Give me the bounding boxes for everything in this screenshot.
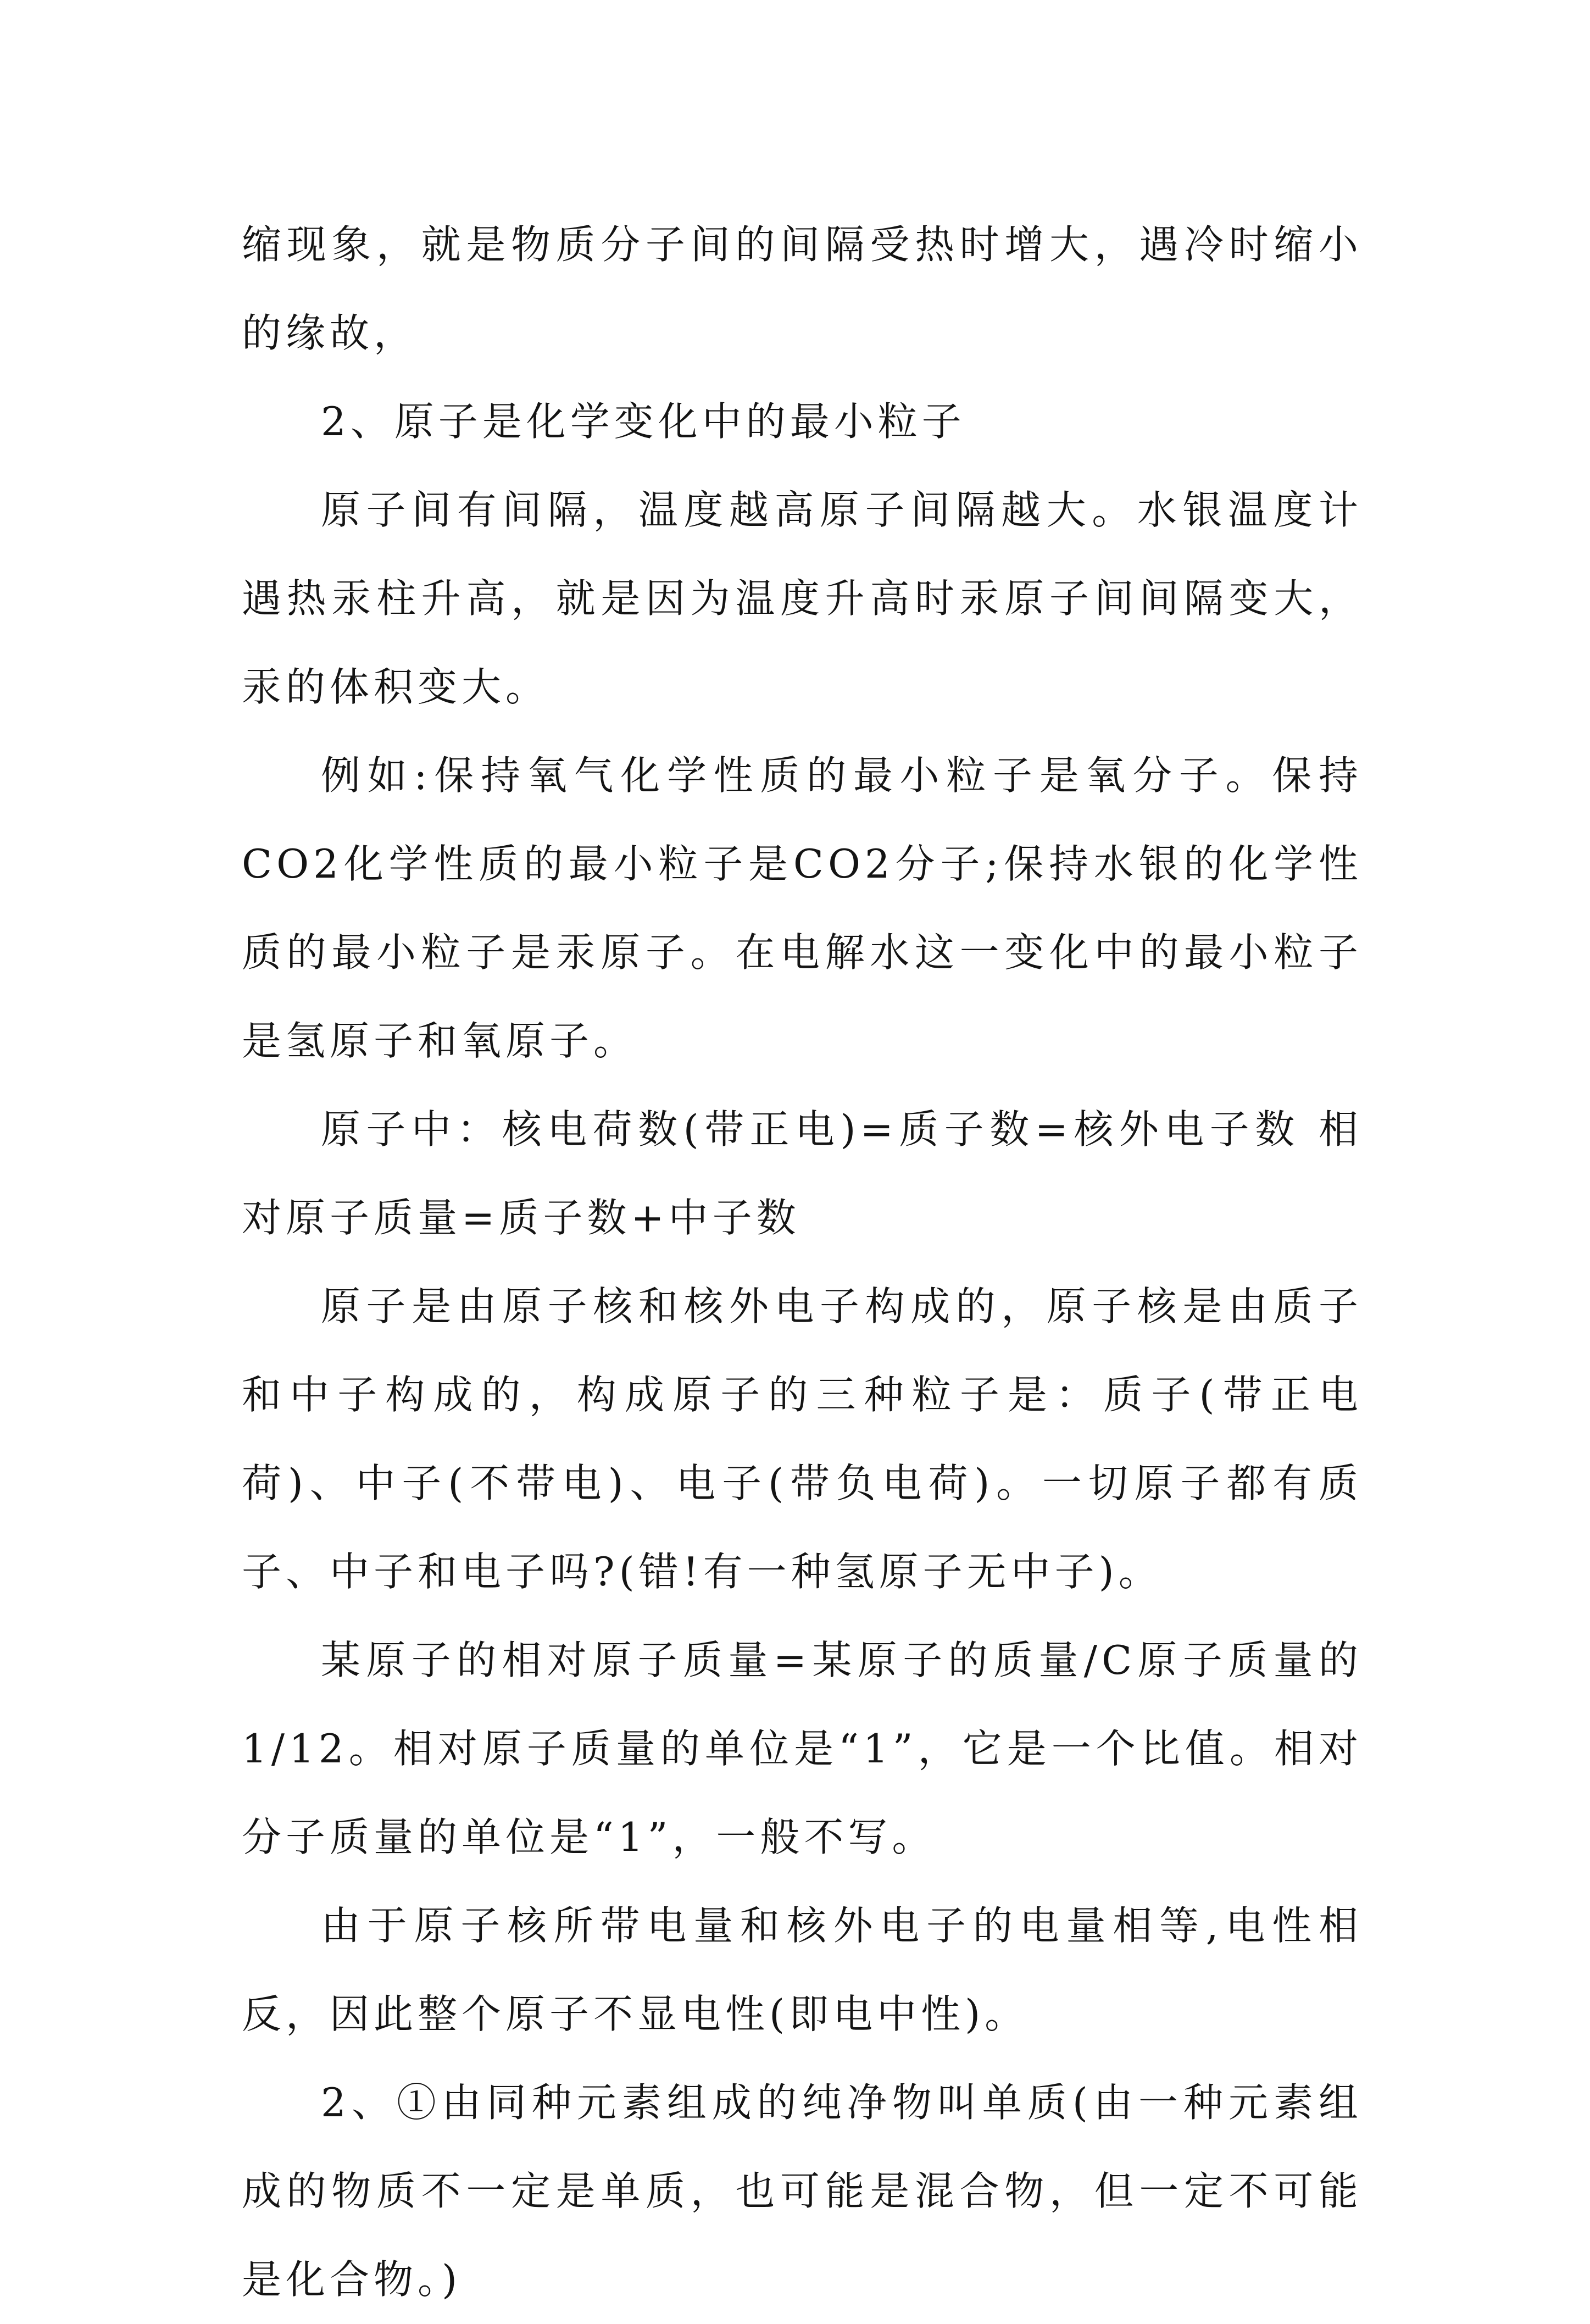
paragraph-examples: 例如:保持氧气化学性质的最小粒子是氧分子。保持CO2化学性质的最小粒子是CO2分子;保持水银的化学性质的最小粒子是汞原子。在电解水这一变化中的最小粒子是氢原子和氧原子。 [242, 752, 1363, 1064]
document-body [242, 201, 1363, 2324]
paragraph-atom-structure: 原子是由原子核和核外电子构成的，原子核是由质子和中子构成的，构成原子的三种粒子是：质子(带正电荷)、中子(不带电)、电子(带负电荷)。一切原子都有质子、中子和电子吗?(错!有一种氢原子无中子)。 [242, 1283, 1363, 1595]
paragraph-relative-atomic-mass: 某原子的相对原子质量=某原子的质量/C原子质量的1/12。相对原子质量的单位是“1”，它是一个比值。相对分子质量的单位是“1”，一般不写。 [242, 1637, 1363, 1860]
paragraph-atom-spacing: 原子间有间隔，温度越高原子间隔越大。水银温度计遇热汞柱升高，就是因为温度升高时汞原子间间隔变大，汞的体积变大。 [242, 487, 1363, 710]
paragraph-elementary-substance: 2、①由同种元素组成的纯净物叫单质(由一种元素组成的物质不一定是单质，也可能是混合物，但一定不可能是化合物。) [242, 2079, 1363, 2303]
paragraph-atom-charge-relations: 原子中：核电荷数(带正电)=质子数=核外电子数 相对原子质量=质子数+中子数 [242, 1106, 1363, 1241]
paragraph-thermal-expansion-continuation: 缩现象，就是物质分子间的间隔受热时增大，遇冷时缩小的缘故， [242, 221, 1363, 356]
paragraph-atom-smallest-particle-heading: 2、原子是化学变化中的最小粒子 [321, 398, 966, 445]
paragraph-electrical-neutrality: 由于原子核所带电量和核外电子的电量相等,电性相反，因此整个原子不显电性(即电中性)。 [242, 1903, 1363, 2037]
